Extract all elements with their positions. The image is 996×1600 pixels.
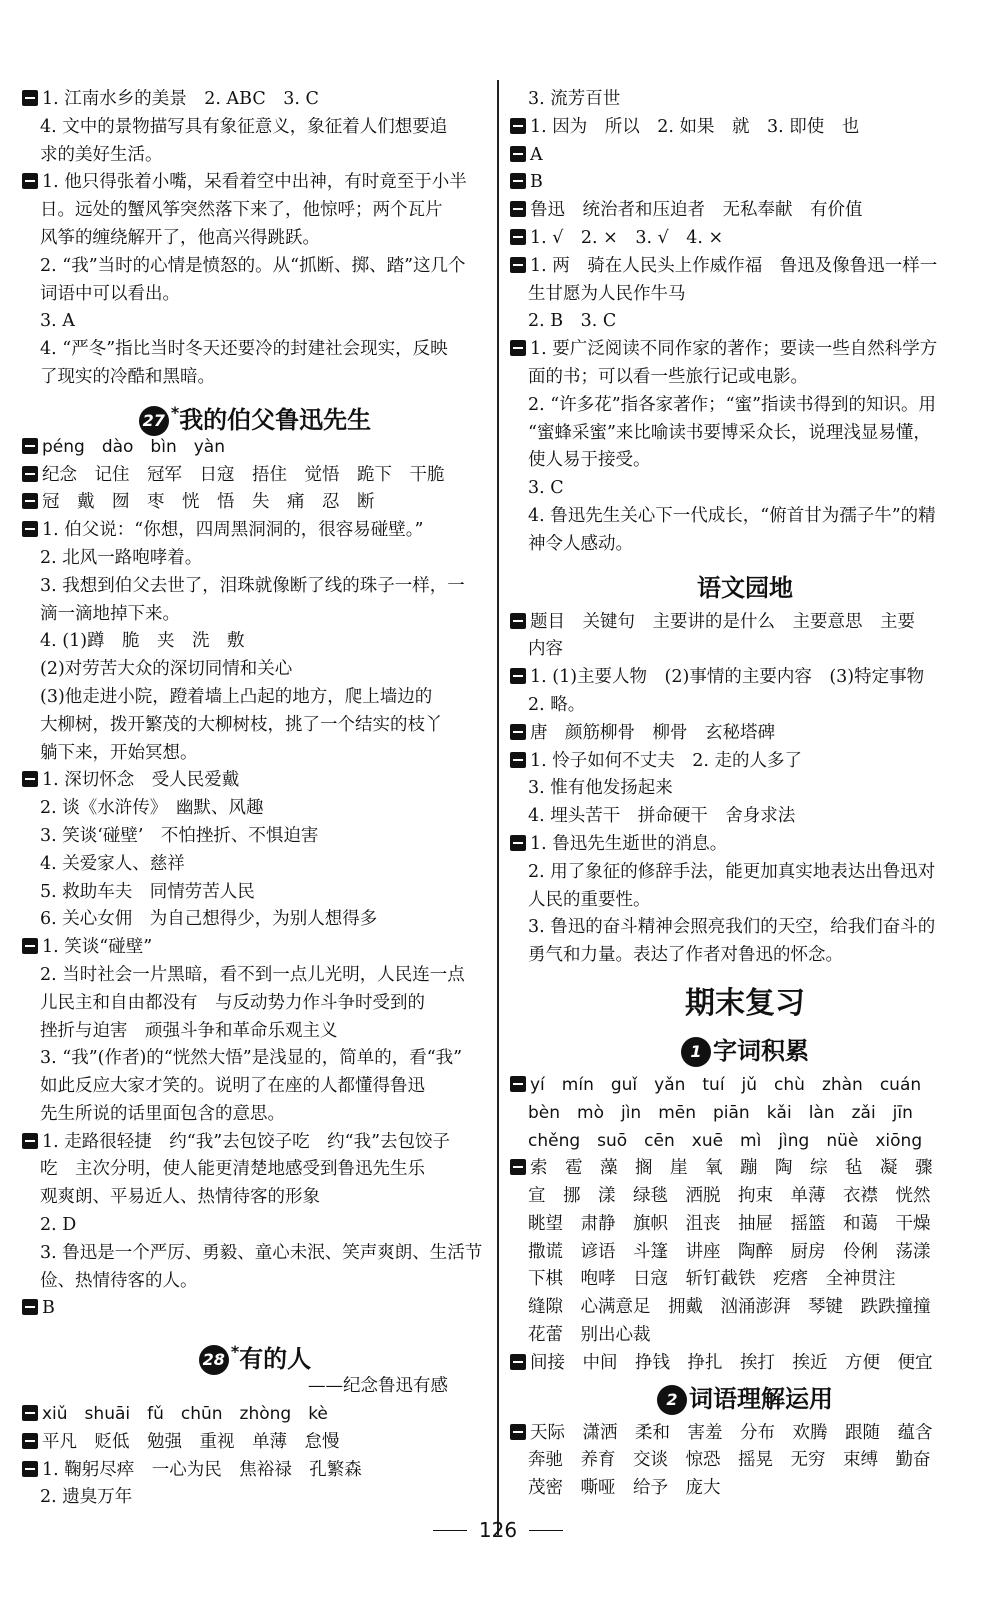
answer-line xyxy=(510,253,980,281)
answer-line xyxy=(510,503,980,531)
answer-line xyxy=(22,684,488,712)
answer-line xyxy=(22,1212,488,1240)
answer-block-top-right xyxy=(510,86,980,559)
answer-line xyxy=(510,1211,980,1239)
answer-line xyxy=(510,1420,980,1448)
answer-block-section-2 xyxy=(510,1420,980,1503)
lesson-number-badge: 27 xyxy=(139,406,169,436)
footer-dash xyxy=(529,1530,563,1532)
answer-line xyxy=(510,142,980,170)
answer-line xyxy=(22,906,488,934)
answer-line xyxy=(510,775,980,803)
answer-text: péng dào bìn yàn xyxy=(42,436,225,457)
section-1-heading xyxy=(510,1030,980,1072)
answer-line xyxy=(22,1184,488,1212)
section-2-heading xyxy=(510,1378,980,1420)
answer-text: 观爽朗、平易近人、热情待客的形象 xyxy=(40,1187,320,1208)
answer-line xyxy=(22,934,488,962)
question-number-marker xyxy=(22,90,38,106)
answer-block-lesson-27 xyxy=(22,434,488,1324)
answer-line xyxy=(22,823,488,851)
answer-line xyxy=(510,86,980,114)
answer-text: A xyxy=(530,144,543,165)
answer-text: B xyxy=(42,1298,55,1319)
answer-text: 3. 鲁迅的奋斗精神会照亮我们的天空，给我们奋斗的 xyxy=(528,917,936,938)
answer-text: bèn mò jìn mēn piān kǎi làn zǎi jīn xyxy=(528,1102,913,1123)
question-number-marker xyxy=(510,613,526,629)
lesson-number-badge: 28 xyxy=(199,1345,229,1375)
answer-text: 风筝的缠绕解开了，他高兴得跳跃。 xyxy=(40,227,320,248)
answer-line xyxy=(22,1156,488,1184)
answer-text: 题目 关键句 主要讲的是什么 主要意思 主要 xyxy=(530,611,915,632)
footer-dash xyxy=(433,1530,467,1532)
question-number-marker xyxy=(510,1076,526,1092)
answer-line xyxy=(22,601,488,629)
question-number-marker xyxy=(22,771,38,787)
answer-text: 3. 笑谈‘碰壁’ 不怕挫折、不惧迫害 xyxy=(40,825,319,846)
question-number-marker xyxy=(22,1461,38,1477)
question-number-marker xyxy=(510,146,526,162)
section-number-badge: 1 xyxy=(681,1037,711,1067)
answer-line xyxy=(510,1072,980,1100)
answer-text: 内容 xyxy=(528,639,563,660)
answer-line xyxy=(510,225,980,253)
answer-text: 3. A xyxy=(40,311,75,332)
section-title: 词语理解运用 xyxy=(689,1384,833,1413)
answer-line xyxy=(22,1045,488,1073)
left-column xyxy=(22,86,488,1512)
answer-line xyxy=(510,748,980,776)
answer-text: B xyxy=(530,172,543,193)
lesson-27-heading xyxy=(22,392,488,434)
answer-line xyxy=(510,803,980,831)
answer-line xyxy=(22,1457,488,1485)
answer-line xyxy=(510,197,980,225)
answer-line xyxy=(510,664,980,692)
section-title: 字词积累 xyxy=(713,1036,809,1065)
answer-line xyxy=(510,447,980,475)
answer-line xyxy=(510,720,980,748)
answer-text: 大柳树，拨开繁茂的大柳树枝，挑了一个结实的枝丫 xyxy=(40,714,443,735)
answer-line xyxy=(510,392,980,420)
answer-line xyxy=(510,1475,980,1503)
answer-line xyxy=(22,1295,488,1323)
answer-line xyxy=(510,609,980,637)
answer-text: 3. 流芳百世 xyxy=(528,89,621,109)
answer-text: 3. “我”(作者)的“恍然大悟”是浅显的，简单的，看“我” xyxy=(40,1048,463,1069)
answer-text: 2. “许多花”指各家著作；“蜜”指读书得到的知识。用 xyxy=(528,394,937,415)
answer-text: 2. 略。 xyxy=(528,694,586,715)
page-footer xyxy=(0,1518,996,1542)
star-mark: * xyxy=(230,1342,240,1362)
answer-line xyxy=(22,462,488,490)
answer-line xyxy=(510,1266,980,1294)
answer-text: yí mín guǐ yǎn tuí jǔ chù zhàn cuán xyxy=(530,1074,922,1095)
question-number-marker xyxy=(22,493,38,509)
answer-text: 1. 笑谈“碰壁” xyxy=(42,937,153,958)
answer-text: 纪念 记住 冠军 日寇 捂住 觉悟 跪下 干脆 xyxy=(42,464,445,485)
answer-text: 吃 主次分明，使人能更清楚地感受到鲁迅先生乐 xyxy=(40,1159,425,1180)
question-number-marker xyxy=(22,1405,38,1421)
answer-line xyxy=(510,1128,980,1156)
answer-line xyxy=(22,281,488,309)
right-column xyxy=(510,86,980,1503)
answer-text: 眺望 肃静 旗帜 沮丧 抽屉 摇篮 和蔼 干燥 xyxy=(528,1213,931,1234)
answer-line xyxy=(510,281,980,309)
answer-line xyxy=(22,1101,488,1129)
answer-text: 1. 因为 所以 2. 如果 就 3. 即使 也 xyxy=(530,116,860,137)
answer-block-lesson-28 xyxy=(22,1401,488,1512)
answer-text: 1. 走路很轻捷 约“我”去包饺子吃 约“我”去包饺子 xyxy=(42,1131,451,1152)
answer-line xyxy=(22,336,488,364)
question-number-marker xyxy=(22,938,38,954)
answer-line xyxy=(510,1294,980,1322)
answer-text: 4. 文中的景物描写具有象征意义，象征着人们想要追 xyxy=(40,116,448,137)
question-number-marker xyxy=(510,173,526,189)
answer-line xyxy=(22,851,488,879)
column-divider xyxy=(497,80,499,1535)
answer-text: 2. 北风一路咆哮着。 xyxy=(40,547,203,568)
answer-text: 4. 鲁迅先生关心下一代成长，“俯首甘为孺子牛”的精 xyxy=(528,505,936,526)
question-number-marker xyxy=(510,752,526,768)
answer-line xyxy=(22,1401,488,1429)
garden-heading: 语文园地 xyxy=(697,573,793,602)
lesson-title: 有的人 xyxy=(239,1345,312,1374)
answer-line xyxy=(22,364,488,392)
answer-line xyxy=(22,740,488,768)
answer-text: 天际 潇洒 柔和 害羞 分布 欢腾 跟随 蕴含 xyxy=(530,1422,933,1443)
star-mark: * xyxy=(170,402,180,422)
answer-block-top-left xyxy=(22,86,488,392)
answer-text: chěng suō cēn xuē mì jìng nüè xiōng xyxy=(528,1130,923,1151)
answer-text: 1. 他只得张着小嘴，呆看着空中出神，有时竟至于小半 xyxy=(42,172,467,193)
answer-line xyxy=(510,420,980,448)
answer-line xyxy=(22,767,488,795)
answer-line xyxy=(22,545,488,573)
answer-line xyxy=(22,197,488,225)
answer-text: 词语中可以看出。 xyxy=(40,283,180,304)
answer-text: 2. B 3. C xyxy=(528,311,617,332)
answer-text: 3. 鲁迅是一个严厉、勇毅、童心未泯、笑声爽朗、生活节 xyxy=(40,1242,483,1263)
section-number-badge: 2 xyxy=(657,1385,687,1415)
page-number: 126 xyxy=(478,1518,518,1542)
answer-text: 4. 关爱家人、慈祥 xyxy=(40,853,185,874)
question-number-marker xyxy=(22,1433,38,1449)
answer-text: 鲁迅 统治者和压迫者 无私奉献 有价值 xyxy=(530,200,863,221)
answer-line xyxy=(510,1155,980,1183)
answer-text: 2. 谈《水浒传》 幽默、风趣 xyxy=(40,798,264,819)
answer-line xyxy=(22,712,488,740)
answer-line xyxy=(22,308,488,336)
answer-line xyxy=(510,636,980,664)
answer-text: 下棋 咆哮 日寇 斩钉截铁 疙瘩 全神贯注 xyxy=(528,1269,896,1290)
answer-text: 如此反应大家才笑的。说明了在座的人都懂得鲁迅 xyxy=(40,1076,425,1097)
answer-text: xiǔ shuāi fǔ chūn zhòng kè xyxy=(42,1404,328,1425)
answer-block-section-1 xyxy=(510,1072,980,1378)
question-number-marker xyxy=(22,1133,38,1149)
answer-line xyxy=(22,489,488,517)
answer-text: 2. “我”当时的心情是愤怒的。从“抓断、掷、踏”这几个 xyxy=(40,255,466,276)
answer-text: 1. 要广泛阅读不同作家的著作；要读一些自然科学方 xyxy=(530,339,938,360)
answer-line xyxy=(22,86,488,114)
answer-text: 缝隙 心满意足 拥戴 汹涌澎湃 琴键 跌跌撞撞 xyxy=(528,1297,931,1318)
answer-text: 1. 鞠躬尽瘁 一心为民 焦裕禄 孔繁森 xyxy=(42,1459,362,1480)
answer-line xyxy=(510,364,980,392)
answer-line xyxy=(22,434,488,462)
answer-line xyxy=(22,225,488,253)
answer-line xyxy=(510,1447,980,1475)
answer-line xyxy=(510,859,980,887)
answer-text: 5. 救助车夫 同情劳苦人民 xyxy=(40,881,255,902)
answer-line xyxy=(510,887,980,915)
answer-text: 平凡 贬低 勉强 重视 单薄 怠慢 xyxy=(42,1431,340,1452)
answer-line xyxy=(22,1073,488,1101)
answer-text: 2. 当时社会一片黑暗，看不到一点儿光明，人民连一点 xyxy=(40,964,465,985)
answer-text: 索 雹 藻 搁 崖 氧 蹦 陶 综 毡 凝 骤 xyxy=(530,1158,933,1179)
answer-line xyxy=(22,169,488,197)
question-number-marker xyxy=(510,201,526,217)
answer-line xyxy=(22,628,488,656)
answer-line xyxy=(510,1322,980,1350)
answer-text: 1. 两 骑在人民头上作威作福 鲁迅及像鲁迅一样一 xyxy=(530,255,938,276)
answer-text: 1. 江南水乡的美景 2. ABC 3. C xyxy=(42,89,319,109)
question-number-marker xyxy=(22,438,38,454)
answer-text: 勇气和力量。表达了作者对鲁迅的怀念。 xyxy=(528,945,843,966)
answer-text: 人民的重要性。 xyxy=(528,889,651,910)
answer-text: 2. 用了象征的修辞手法，能更加真实地表达出鲁迅对 xyxy=(528,861,936,882)
answer-line xyxy=(510,1100,980,1128)
question-number-marker xyxy=(510,1159,526,1175)
answer-text: 6. 关心女佣 为自己想得少，为别人想得多 xyxy=(40,909,378,930)
answer-line xyxy=(22,1429,488,1457)
answer-line xyxy=(22,1240,488,1268)
question-number-marker xyxy=(510,229,526,245)
answer-text: 茂密 嘶哑 给予 庞大 xyxy=(528,1478,721,1499)
answer-text: 撒谎 谚语 斗篷 讲座 陶醉 厨房 伶俐 荡漾 xyxy=(528,1241,931,1262)
answer-text: 间接 中间 挣钱 挣扎 挨打 挨近 方便 便宜 xyxy=(530,1352,933,1373)
answer-text: 使人易于接受。 xyxy=(528,450,651,471)
question-number-marker xyxy=(510,835,526,851)
answer-line xyxy=(510,914,980,942)
answer-line xyxy=(510,692,980,720)
answer-line xyxy=(22,990,488,1018)
answer-line xyxy=(510,114,980,142)
answer-text: 2. D xyxy=(40,1215,77,1236)
answer-line xyxy=(510,1183,980,1211)
answer-line xyxy=(510,475,980,503)
answer-text: 滴一滴地掉下来。 xyxy=(40,603,180,624)
answer-line xyxy=(22,142,488,170)
answer-text: (2)对劳苦大众的深切同情和关心 xyxy=(40,659,293,680)
answer-text: 先生所说的话里面包含的意思。 xyxy=(40,1103,285,1124)
answer-line xyxy=(22,1484,488,1512)
answer-text: 日。远处的蟹风筝突然落下来了，他惊呼；两个瓦片 xyxy=(40,200,443,221)
answer-line xyxy=(22,795,488,823)
question-number-marker xyxy=(510,724,526,740)
answer-line xyxy=(510,1239,980,1267)
question-number-marker xyxy=(22,466,38,482)
answer-text: 俭、热情待客的人。 xyxy=(40,1270,198,1291)
answer-text: 宣 挪 漾 绿毯 洒脱 拘束 单薄 衣襟 恍然 xyxy=(528,1186,931,1207)
answer-text: 了现实的冷酷和黑暗。 xyxy=(40,366,215,387)
answer-line xyxy=(22,114,488,142)
answer-text: 1. √ 2. × 3. √ 4. × xyxy=(530,227,724,248)
answer-line xyxy=(22,1268,488,1296)
question-number-marker xyxy=(510,1354,526,1370)
answer-text: 4. “严冬”指比当时冬天还要冷的封建社会现实，反映 xyxy=(40,339,448,360)
answer-text: 躺下来，开始冥想。 xyxy=(40,742,198,763)
question-number-marker xyxy=(510,340,526,356)
answer-line xyxy=(510,831,980,859)
answer-line xyxy=(22,573,488,601)
answer-line xyxy=(510,531,980,559)
answer-line xyxy=(510,1350,980,1378)
answer-text: 4. 埋头苦干 拼命硬干 舍身求法 xyxy=(528,806,796,827)
answer-text: 2. 遗臭万年 xyxy=(40,1487,133,1508)
answer-text: 1. (1)主要人物 (2)事情的主要内容 (3)特定事物 xyxy=(530,667,925,688)
question-number-marker xyxy=(510,257,526,273)
answer-text: 面的书；可以看一些旅行记或电影。 xyxy=(528,366,808,387)
answer-text: 生甘愿为人民作牛马 xyxy=(528,283,686,304)
answer-line xyxy=(510,308,980,336)
answer-line xyxy=(22,879,488,907)
answer-text: 挫折与迫害 顽强斗争和革命乐观主义 xyxy=(40,1020,338,1041)
question-number-marker xyxy=(510,668,526,684)
answer-text: 1. 伯父说：“你想，四周黑洞洞的，很容易碰壁。” xyxy=(42,520,424,541)
lesson-28-heading xyxy=(22,1331,488,1373)
answer-text: 奔驰 养育 交谈 惊恐 摇晃 无穷 束缚 勤奋 xyxy=(528,1450,931,1471)
answer-text: 3. C xyxy=(528,478,564,499)
question-number-marker xyxy=(22,173,38,189)
answer-line xyxy=(22,656,488,684)
answer-text: 神令人感动。 xyxy=(528,533,633,554)
question-number-marker xyxy=(510,1424,526,1440)
answer-text: 4. (1)蹲 脆 夹 洗 敷 xyxy=(40,631,245,652)
question-number-marker xyxy=(510,118,526,134)
answer-text: 冠 戴 囫 枣 恍 悟 失 痛 忍 断 xyxy=(42,492,375,513)
answer-line xyxy=(510,942,980,970)
answer-text: 儿民主和自由都没有 与反动势力作斗争时受到的 xyxy=(40,992,425,1013)
answer-line xyxy=(22,1018,488,1046)
answer-line xyxy=(22,1129,488,1157)
answer-line xyxy=(510,169,980,197)
answer-text: 唐 颜筋柳骨 柳骨 玄秘塔碑 xyxy=(530,722,775,743)
answer-text: 1. 鲁迅先生逝世的消息。 xyxy=(530,833,728,854)
question-number-marker xyxy=(22,521,38,537)
question-number-marker xyxy=(22,1299,38,1315)
lesson-title: 我的伯父鲁迅先生 xyxy=(179,405,372,434)
answer-text: 1. 怜子如何不丈夫 2. 走的人多了 xyxy=(530,750,803,771)
answer-text: 3. 我想到伯父去世了，泪珠就像断了线的珠子一样，一 xyxy=(40,575,465,596)
answer-text: 求的美好生活。 xyxy=(40,144,163,165)
answer-text: 花蕾 别出心裁 xyxy=(528,1325,651,1346)
answer-line xyxy=(22,253,488,281)
answer-text: 3. 惟有他发扬起来 xyxy=(528,778,673,799)
answer-text: “蜜蜂采蜜”来比喻读书要博采众长，说理浅显易懂， xyxy=(528,422,931,443)
answer-block-garden xyxy=(510,609,980,970)
answer-line xyxy=(22,517,488,545)
final-review-heading: 期末复习 xyxy=(685,985,805,1021)
lesson-subtitle: ——纪念鲁迅有感 xyxy=(308,1376,448,1397)
answer-text: 1. 深切怀念 受人民爱戴 xyxy=(42,770,240,791)
answer-text: (3)他走进小院，蹬着墙上凸起的地方，爬上墙边的 xyxy=(40,686,433,707)
answer-line xyxy=(22,962,488,990)
answer-line xyxy=(510,336,980,364)
